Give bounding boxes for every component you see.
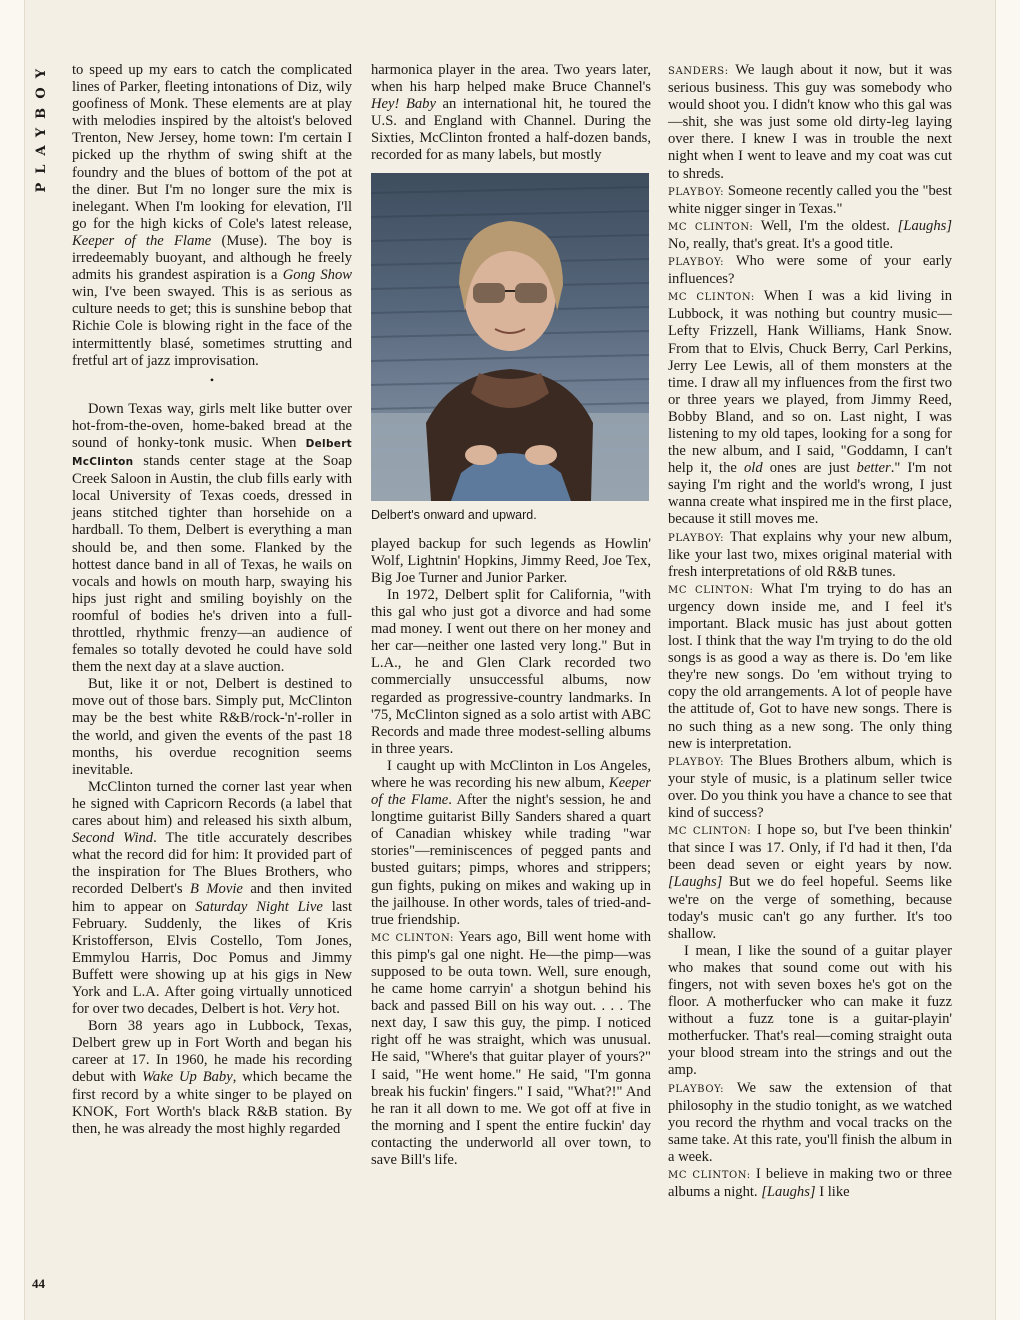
- photo-figure: [371, 173, 651, 524]
- speaker-label: PLAYBOY:: [668, 186, 725, 198]
- portrait-photo: [371, 173, 649, 501]
- interview-exchange: MC CLINTON: I believe in making two or three albums a night. [Laughs] I like: [668, 1166, 953, 1201]
- speaker-label: SANDERS:: [668, 66, 729, 77]
- interview-exchange: MC CLINTON: Well, I'm the oldest. [Laughs] No, really, that's great. It's a good title.: [668, 217, 952, 252]
- speaker-label: MC CLINTON:: [668, 221, 754, 233]
- column-3: [668, 62, 952, 1201]
- photo-caption: Delbert's onward and upward.: [371, 507, 537, 522]
- speaker-label: PLAYBOY:: [668, 532, 725, 544]
- paragraph: played backup for such legends as Howlin' Wolf, Lightnin' Hopkins, Jimmy Reed, Joe Tex, Big Joe Turner and Junior Parker.: [371, 535, 651, 586]
- paragraph: Born 38 years ago in Lubbock, Texas, Delbert grew up in Fort Worth and began his career at 17. In 1960, he made his recording debut with Wake Up Baby, which became the first record by a white singer to be played on KNOK, Fort Worth's black R&B station. By then, he was already the most highly regarded: [72, 1018, 353, 1137]
- paragraph: McClinton turned the corner last year when he signed with Capricorn Records (a label that cares about him) and released his sixth album, Second Wind. The title accurately describes what the record did for him: It provided part of the inspiration for The Blues Brothers, who recorded Delbert's B Movie and then invited him to appear on Saturday Night Live last February. Suddenly, the likes of Kris Kristofferson, Elvis Costello, Tom Jones, Emmylou Harris, Doc Pomus and Jimmy Buffett were showing up at his gigs in New York and L.A. After going virtually unnoticed for over two decades, Delbert is hot. Very hot.: [72, 778, 353, 1018]
- interview-exchange: MC CLINTON: When I was a kid living in Lubbock, it was nothing but country music—Lefty Frizzell, Hank Williams, Hank Snow. From that to Elvis, Chuck Berry, Carl Perkins, Jerry Lee Lewis, all of them monsters at the time. I draw all my influences from the first two or three years we played, from Jimmy Reed, Bobby Bland, and so on. Last night, I was listening to my old tapes, looking for a song for the new album, and I said, "Goddamn, I can't help it, the old ones are just better." I'm not saying I'm right and the world's wrong, I just wanna create what inspired me in the first place, because it still moves me.: [668, 288, 952, 528]
- speaker-label: MC CLINTON:: [371, 932, 454, 944]
- interview-exchange: SANDERS: We laugh about it now, but it was serious business. This guy was somebody who would shoot you. I didn't know who this gal was—shit, she was just some old dirty-leg laying over there. I knew I was in trouble the next night when I went to leave and my coat was cut to shreds.: [668, 62, 952, 182]
- paragraph: harmonica player in the area. Two years later, when his harp helped make Bruce Channel's Hey! Baby an international hit, he toured the U.S. and England with Channel. During the Sixties, McClinton fronted a half-dozen bands, recorded for as many labels, but mostly: [371, 62, 651, 164]
- interview-exchange: MC CLINTON: What I'm trying to do has an urgency down inside me, and I feel it's important. Black music has just about gotten lost. I think that the way I'm trying to do the old songs is as good a way as there is. Do 'em like they're new songs. Do 'em without trying to copy the old arrangements. A lot of people have the attitude of, Got to have new songs. There is no such thing as a new song. The only thing new is interpretation.: [668, 580, 952, 752]
- speaker-label: MC CLINTON:: [668, 584, 754, 596]
- speaker-label: PLAYBOY:: [668, 756, 725, 768]
- interview-exchange: PLAYBOY: Who were some of your early influences?: [668, 253, 952, 288]
- interview-exchange: PLAYBOY: We saw the extension of that philosophy in the studio tonight, as we watched you record the rhythm and vocal tracks on the same take. At this rate, you'll finish the album in a week.: [668, 1079, 952, 1165]
- speaker-label: MC CLINTON:: [668, 1170, 751, 1181]
- column-1: [72, 62, 352, 1138]
- page-number: 44: [32, 1276, 45, 1291]
- column-2: [371, 62, 651, 1169]
- interview-exchange: PLAYBOY: That explains why your new album, like your last two, mixes original material with fresh interpretations of old R&B tunes.: [668, 528, 952, 580]
- running-head: PLAYBOY: [34, 60, 49, 193]
- paragraph: to speed up my ears to catch the complicated lines of Parker, fleeting intonations of Diz, wily goofiness of Monk. These elements are at play with melodies inspired by the altoist's beloved Trenton, New Jersey, home town: I'm certain I picked up the rhythm of swing shift at the foundry and the blues of bottom of the pot at the diner. But I'm no longer sure the mix is inelegant. When I'm looking for elevation, I'll go for the high kicks of Cole's latest release, Keeper of the Flame (Muse). The boy is irredeemably buoyant, and although he freely admits his grandest aspiration is a Gong Show win, I've been swayed. This is as serious as culture needs to get; this is sunshine bebop that Richie Cole is blowing right in the face of the intermittently blasé, sometimes strutting and fretful art of jazz improvisation.: [72, 62, 352, 369]
- speaker-label: PLAYBOY:: [668, 1083, 725, 1095]
- interview-exchange: PLAYBOY: The Blues Brothers album, which is your style of music, is a platinum seller twice over. Do you think you have a chance to see that kind of success?: [668, 752, 952, 822]
- left-page-margin: [0, 0, 25, 1320]
- speaker-label: MC CLINTON:: [668, 292, 755, 304]
- interview-exchange: MC CLINTON: Years ago, Bill went home with this pimp's gal one night. He—the pimp—was supposed to be outa town. Well, sure enough, he came home carryin' a shotgun behind his back and passed Bill on his way out. . . . The next day, I saw this guy, the pimp. I noticed right off he was straight, which was unusual. He said, "Where's that guitar player of yours?" I said, "He went home." He said, "I'm gonna break his fuckin' fingers." I said, "What?!" And he ran it all down to me. We got off at five in the morning and I spent the entire fuckin' day contacting the underworld all over town, to save Bill's life.: [371, 928, 652, 1169]
- paragraph: I mean, I like the sound of a guitar player who makes that sound come out with his fingers, not with seven boxes he's got on the floor. A motherfucker who can make it fuzz without a fuzz tone is a guitar-playin' motherfucker. That's real—coming straight outa your blood stream into the strings and out the amp.: [668, 942, 952, 1079]
- right-page-margin: [995, 0, 1020, 1320]
- paragraph: In 1972, Delbert split for California, "with this gal who just got a divorce and had some mad money. I went out there on her money and her car—neither one lasted very long." But in L.A., he and Glen Clark recorded two commercially unsuccessful albums, now regarded as progressive-country landmarks. In '75, McClinton signed as a solo artist with ABC Records and made three modest-selling albums in three years.: [371, 586, 651, 757]
- speaker-label: MC CLINTON:: [668, 826, 752, 838]
- portrait-illustration: [371, 173, 649, 501]
- interview-exchange: PLAYBOY: Someone recently called you the "best white nigger singer in Texas.": [668, 182, 952, 217]
- paragraph: Down Texas way, girls melt like butter over hot-from-the-oven, home-baked bread at the sound of honky-tonk music. When Delbert McClinton stands center stage at the Soap Creek Saloon in Austin, the club fills early with local University of Texas coeds, dressed in jeans stitched tighter than horsehide on a hardball. To them, Delbert is everything a man should be, and then some. Flanked by the hottest dance band in all of Texas, he wails on vocals and howls on mouth harp, swaying his hips just right and smiling boyishly on the roomful of bodies he's driven into a full-throttled, rhythmic frenzy—an audience of females so totally devoted he could have sold them the next day at a slave auction.: [72, 400, 352, 676]
- speaker-label: PLAYBOY:: [668, 257, 725, 269]
- section-bullet: •: [209, 372, 215, 387]
- interview-exchange: MC CLINTON: I hope so, but I've been thinkin' that since I was 17. Only, if I'd had it then, I'da been dead seven or eight years by now. [Laughs] But we do feel hopeful. Seems like we're on the verge of something, because today's music can't go any further. It's too shallow.: [668, 822, 952, 942]
- paragraph: But, like it or not, Delbert is destined to move out of those bars. Simply put, McClinton may be the best white R&B/rock-'n'-roller in the world, and given the events of the past 18 months, his overdue recognition seems inevitable.: [72, 676, 352, 778]
- paragraph: I caught up with McClinton in Los Angeles, where he was recording his new album, Keeper of the Flame. After the night's session, he and longtime guitarist Billy Sanders shared a quart of Canadian whiskey while trading "war stories"—reminiscences of pegged pants and busted guitars; pimps, whores and strippers; gun fights, puking on mikes and waking up in the jailhouse. In other words, tales of tried-and-true friendship.: [371, 757, 651, 928]
